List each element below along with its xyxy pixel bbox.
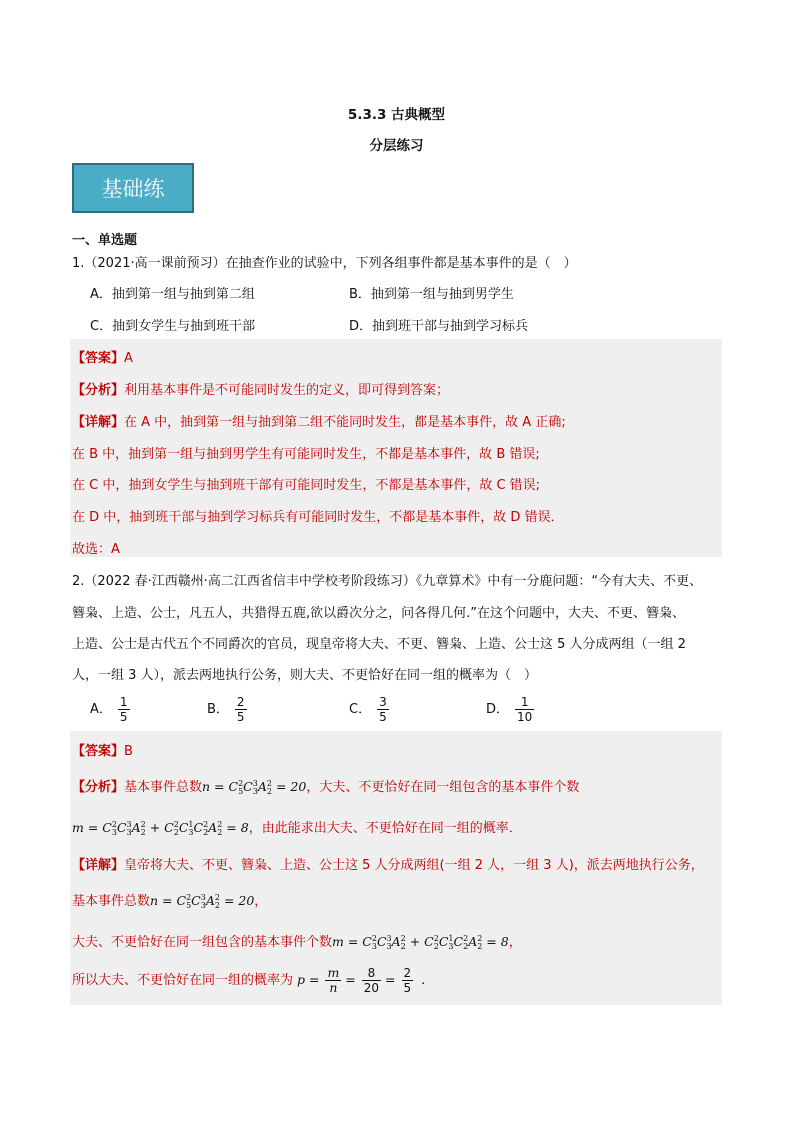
q2-option-c: C． $\frac{3}{5}$ [349, 695, 387, 724]
q2-detail-line-3: 大夫、不更恰好在同一组包含的基本事件个数m = C 2 3 C 3 3 A 2 2 + C 2 2 C 1 3 C 2 2 A 2 2 = 8， [72, 933, 522, 951]
q2-option-a: A． $\frac{1}{5}$ [90, 695, 128, 724]
section-heading: 一、单选题 [72, 233, 138, 248]
q2-detail-line-4: 所以大夫、不更恰好在同一组的概率为 p = $\frac{m}{n}$ = $\frac{8}{20}$ = $\frac{2}{5}$ . [72, 965, 426, 995]
q2-analysis-line-2: m = C 2 3 C 3 3 A 2 2 + C 2 2 C 1 3 C 2 2 A 2 2 = 8，由此能求出大夫、不更恰好在同一组的概率． [72, 819, 522, 837]
q1-detail-line-1: 【详解】在 A 中，抽到第一组与抽到第二组不能同时发生，都是基本事件，故 A 正确; [72, 415, 566, 430]
q1-answer: 【答案】A [72, 351, 133, 366]
q2-stem-line-1: 2.（2022 春·江西赣州·高二江西省信丰中学校考阶段练习）《九章算术》中有一分鹿问题：“今有大夫、不更、 [72, 574, 703, 589]
q2-stem-line-2: 簪枭、上造、公士，凡五人，共猎得五鹿,欲以爵次分之，问各得几何.”在这个问题中，大夫、不更、簪枭、 [72, 606, 686, 621]
page-title: 5.3.3 古典概型 [347, 107, 446, 123]
q1-detail-line-4: 在 D 中，抽到班干部与抽到学习标兵有可能同时发生，不都是基本事件，故 D 错误． [72, 510, 564, 525]
q1-option-b: B．抽到第一组与抽到男学生 [349, 287, 514, 302]
q2-option-b: B． $\frac{2}{5}$ [207, 695, 245, 724]
q1-option-a: A．抽到第一组与抽到第二组 [90, 287, 255, 302]
section-badge: 基础练 [72, 163, 194, 213]
n-formula: n = C 2 5 C 3 3 A 2 2 = 20 [202, 778, 307, 796]
q1-detail-line-3: 在 C 中，抽到女学生与抽到班干部有可能同时发生，不都是基本事件，故 C 错误; [72, 478, 541, 493]
q2-detail-line-1: 【详解】皇帝将大夫、不更、簪枭、上造、公士这 5 人分成两组(一组 2 人，一组 3 人)，派去两地执行公务， [72, 858, 704, 873]
q1-detail-line-2: 在 B 中，抽到第一组与抽到男学生有可能同时发生，不都是基本事件，故 B 错误; [72, 447, 540, 462]
q2-option-d: D． $\frac{1}{10}$ [486, 695, 533, 724]
q2-analysis: 【分析】基本事件总数n = C 2 5 C 3 3 A 2 2 = 20，大夫、不更恰好在同一组包含的基本事件个数 [72, 778, 580, 796]
q1-conclusion: 故选：A [72, 542, 120, 557]
q2-stem-line-3: 上造、公士是古代五个不同爵次的官员，现皇帝将大夫、不更、簪枭、上造、公士这 5 人分成两组（一组 2 [72, 637, 686, 652]
q2-stem-line-4: 人，一组 3 人），派去两地执行公务，则大夫、不更恰好在同一组的概率为（ ） [72, 668, 538, 683]
q1-stem: 1.（2021·高一课前预习）在抽查作业的试验中，下列各组事件都是基本事件的是（ ） [72, 256, 577, 271]
q1-option-d: D．抽到班干部与抽到学习标兵 [349, 319, 529, 334]
q1-option-c: C．抽到女学生与抽到班干部 [90, 319, 256, 334]
q2-detail-line-2: 基本事件总数n = C 2 5 C 3 3 A 2 2 = 20， [72, 892, 268, 910]
q2-answer: 【答案】B [72, 744, 133, 759]
q1-analysis: 【分析】利用基本事件是不可能同时发生的定义，即可得到答案； [72, 383, 450, 398]
page-subtitle: 分层练习 [369, 138, 424, 154]
m-formula: m = C 2 3 C 3 3 A 2 2 + C 2 2 C 1 3 C 2 2 A 2 2 = 8 [72, 819, 249, 837]
